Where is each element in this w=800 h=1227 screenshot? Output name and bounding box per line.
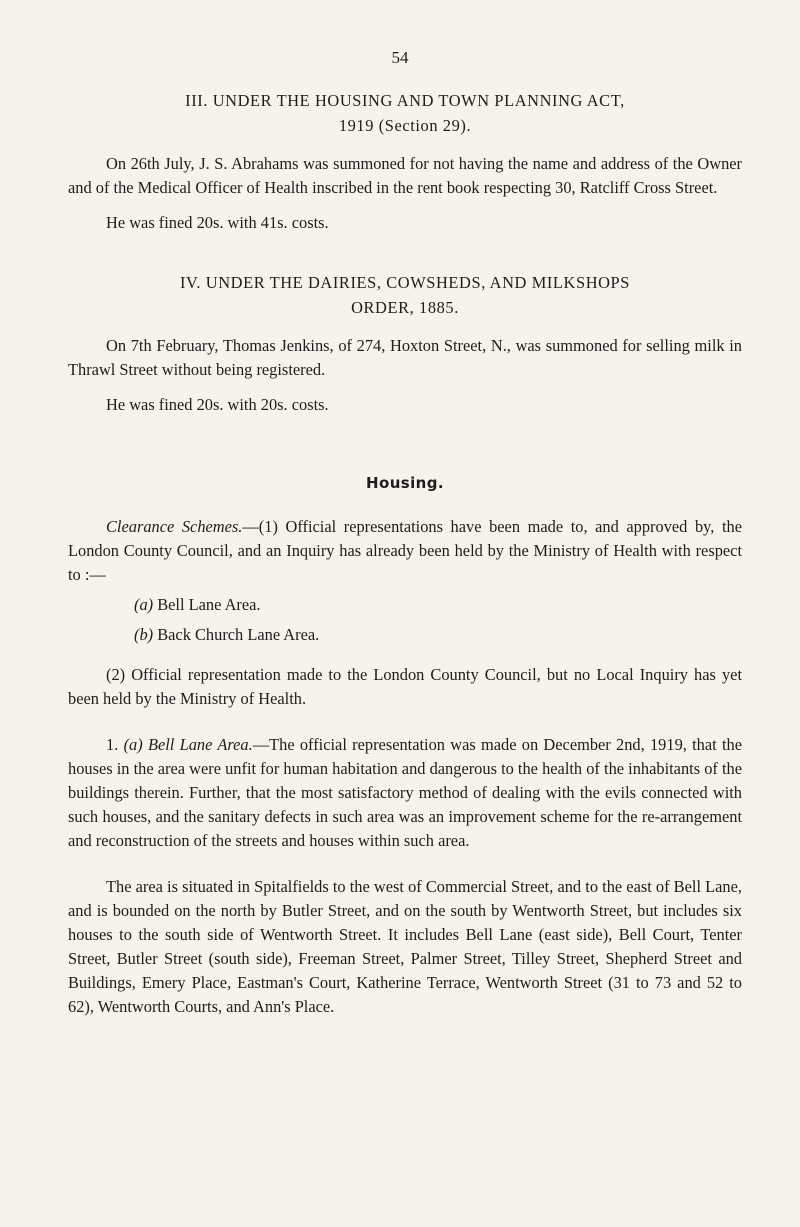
clearance-schemes-label: Clearance Schemes. xyxy=(106,517,243,536)
list-item-text: Bell Lane Area. xyxy=(153,595,261,614)
list-item-marker: (a) xyxy=(134,595,154,614)
page-content xyxy=(68,88,742,1019)
page-number: 54 xyxy=(391,48,409,67)
clearance-schemes-paragraph xyxy=(68,515,742,587)
section-4-heading xyxy=(68,270,742,320)
bell-lane-text: —The official representation was made on December 2nd, 1919, that the houses in the area were unfit for human habitation and dangerous to the health of the inhabitants of the buildings therein. Further, that the most satisfactory method of dealing with the evils connected with such houses, and the sanitary defects in such area was an improvement scheme for the re-arrangement and reconstruction of the streets and houses within such area. xyxy=(68,735,742,850)
bell-lane-prefix: 1. xyxy=(106,735,124,754)
section-3-paragraph-1: On 26th July, J. S. Abrahams was summoned for not having the name and address of the Owner and of the Medical Officer of Health inscribed in the rent book respecting 30, Ratcliff Cross Street. xyxy=(68,154,742,197)
section-4-paragraph-2: He was fined 20s. with 20s. costs. xyxy=(106,395,329,414)
section-3-heading-line1: III. UNDER THE HOUSING AND TOWN PLANNING ACT, xyxy=(185,91,625,110)
list-item xyxy=(68,593,742,617)
bell-lane-title: Bell Lane Area. xyxy=(142,735,253,754)
section-4-heading-line1: IV. UNDER THE DAIRIES, COWSHEDS, AND MILKSHOPS xyxy=(180,273,630,292)
list-item xyxy=(68,623,742,647)
section-4-heading-line2: ORDER, 1885. xyxy=(351,298,459,317)
list-item-text: Back Church Lane Area. xyxy=(153,625,320,644)
housing-title: Housing. xyxy=(366,474,444,492)
bell-lane-marker: (a) xyxy=(123,735,143,754)
clearance-schemes-intro: —(1) Official representations have been made to, and approved by, the London County Council, and an Inquiry has already been held by the Ministry of Health with respect to :— xyxy=(68,517,743,584)
area-description-paragraph: The area is situated in Spitalfields to the west of Commercial Street, and to the east of Bell Lane, and is bounded on the north by Butler Street, and on the south by Wentworth Street, but includes six houses to the south side of Wentworth Street. It includes Bell Lane (east side), Bell Court, Tenter Street, Butler Street (south side), Freeman Street, Palmer Street, Tilley Street, Shepherd Street and Buildings, Emery Place, Eastman's Court, Katherine Terrace, Wentworth Street (31 to 73 and 52 to 62), Wentworth Courts, and Ann's Place. xyxy=(68,877,742,1016)
section-4-paragraph-1: On 7th February, Thomas Jenkins, of 274, Hoxton Street, N., was summoned for selling milk in Thrawl Street without being registered. xyxy=(68,336,742,379)
housing-paragraph-2: (2) Official representation made to the London County Council, but no Local Inquiry has yet been held by the Ministry of Health. xyxy=(68,665,742,708)
list-item-marker: (b) xyxy=(134,625,154,644)
section-3-heading xyxy=(68,88,742,138)
bell-lane-paragraph xyxy=(68,733,742,853)
section-3-heading-line2: 1919 (Section 29). xyxy=(338,116,472,135)
section-3-paragraph-2: He was fined 20s. with 41s. costs. xyxy=(106,213,329,232)
